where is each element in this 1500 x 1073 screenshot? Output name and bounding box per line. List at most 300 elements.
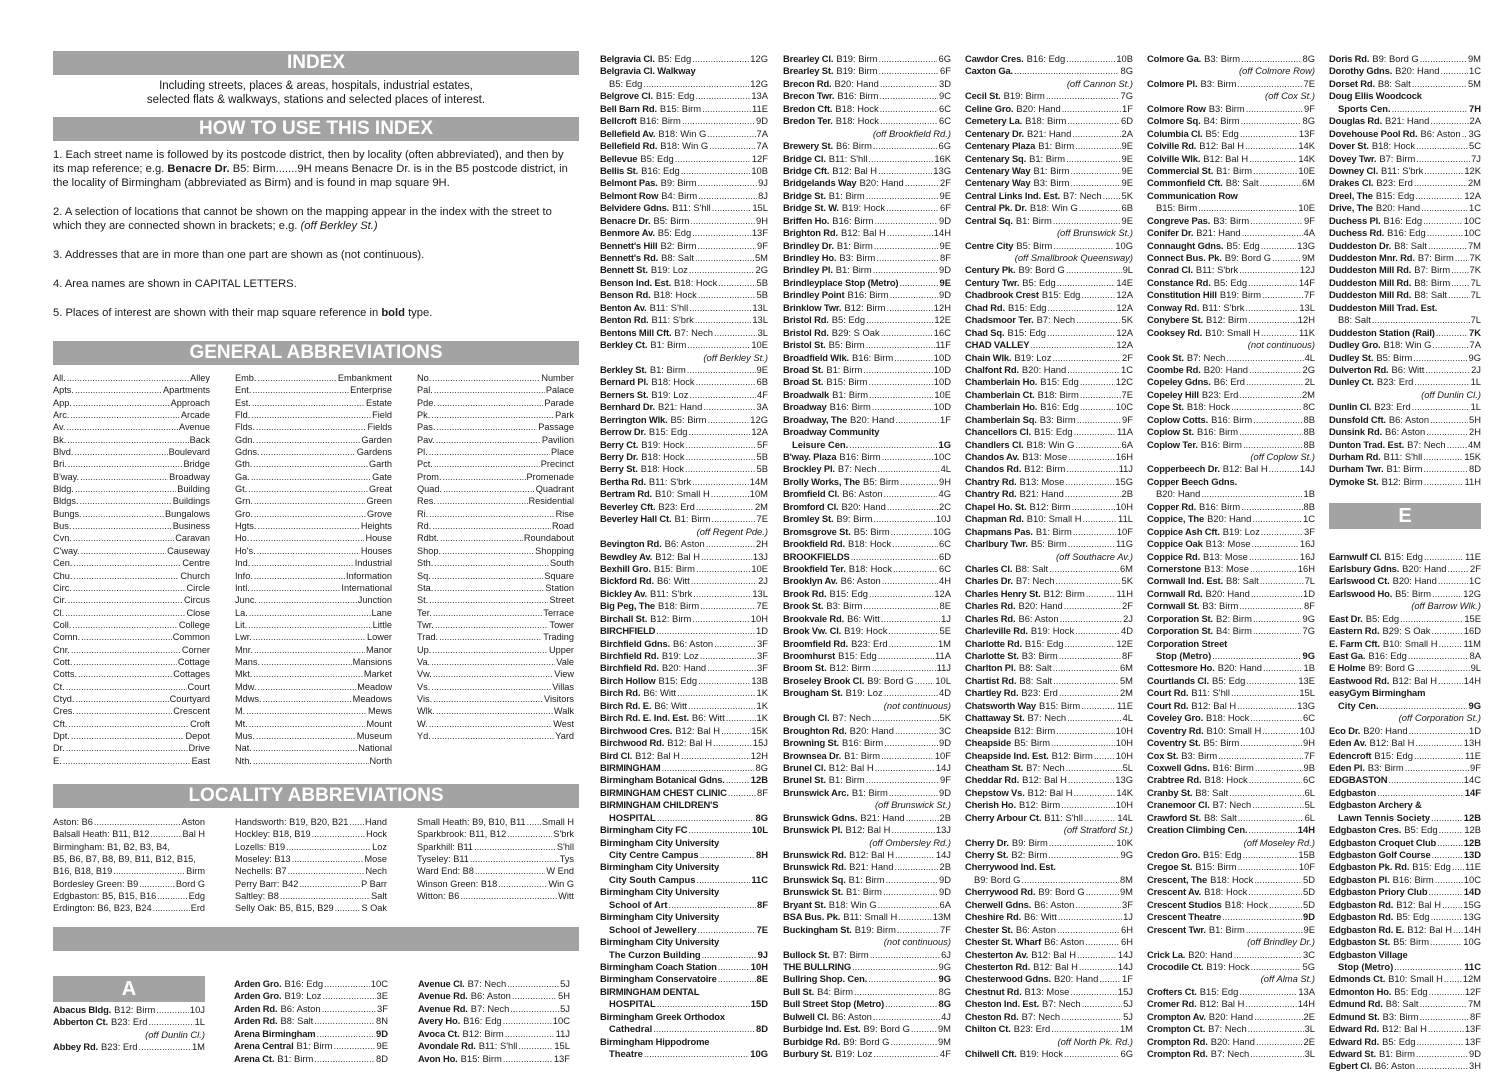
map-ref: 15K — [751, 724, 768, 736]
leader-dots — [498, 878, 547, 890]
street-entry — [783, 240, 951, 252]
street-entry — [600, 750, 768, 762]
leader-dots — [688, 700, 755, 712]
entry-name: Bredon Cft. — [783, 102, 833, 114]
street-entry — [1147, 165, 1315, 177]
map-ref: 13A — [751, 90, 768, 102]
leader-dots — [150, 828, 181, 840]
map-ref: 6C — [939, 562, 951, 574]
leader-dots — [1462, 128, 1468, 140]
leader-dots — [887, 501, 938, 513]
entry-name: Central Pk. Dr. — [965, 202, 1027, 214]
place-of-interest-entry — [1147, 911, 1315, 923]
map-ref: 13G — [1297, 699, 1315, 711]
entry-name: Bentons Mill Cft. — [600, 326, 672, 338]
entry-locality: B23: Erd — [1376, 376, 1414, 388]
leader-dots — [322, 990, 375, 1002]
abbr-short: Cres. — [53, 706, 75, 717]
entry-locality: B7: Nech — [1212, 799, 1252, 811]
entry-name: Charles Henry St. — [965, 587, 1041, 599]
leader-dots — [1049, 563, 1119, 575]
map-ref: 9E — [1303, 923, 1315, 935]
map-ref: 1M — [937, 637, 951, 649]
leader-dots — [869, 389, 933, 401]
leader-dots — [527, 816, 541, 828]
abbr-full: Houses — [360, 545, 392, 556]
entry-note: (off North Pk. Rd.) — [1057, 1035, 1133, 1047]
entry-locality: B2: Birm — [1011, 849, 1048, 860]
map-ref: 11G — [1115, 538, 1133, 550]
leader-dots — [873, 1048, 939, 1060]
entry-locality: B6: Aston — [280, 1002, 321, 1014]
map-ref: 9E — [1121, 140, 1133, 152]
entry-name: Briffen Ho. — [783, 214, 830, 226]
leader-dots — [894, 352, 933, 364]
leader-dots — [1245, 998, 1296, 1010]
entry-name: Brookvale Rd. — [783, 612, 845, 624]
street-entry — [965, 899, 1133, 911]
abbr-full: Shopping — [535, 545, 574, 556]
map-ref: 1D — [1469, 724, 1481, 736]
leader-dots — [695, 252, 754, 264]
leader-dots — [1414, 750, 1464, 762]
abbr-full: Close — [186, 607, 210, 618]
entry-name: Bickford Rd. — [600, 575, 654, 587]
leader-dots — [1239, 986, 1297, 998]
entry-name: Commonfield Cft. — [1147, 177, 1223, 189]
leader-dots — [869, 588, 933, 600]
leader-dots — [703, 401, 755, 413]
abbr-short: W. — [417, 718, 428, 729]
street-entry — [965, 861, 1133, 873]
entry-locality: B6: Aston — [831, 1010, 872, 1022]
street-entry — [1329, 650, 1481, 662]
leader-dots — [1250, 712, 1302, 724]
abbr-short: Bk. — [53, 434, 67, 445]
entry-name: Central Sq. — [965, 214, 1013, 226]
entry-locality: B20: Hand — [1402, 562, 1447, 574]
leader-dots — [470, 853, 559, 865]
leader-dots — [1260, 177, 1301, 189]
leader-dots — [1256, 1036, 1303, 1048]
entry-name: Brougham St. — [783, 687, 843, 699]
entry-locality: B19: Birm — [836, 65, 878, 77]
entry-locality: B5: Birm — [653, 214, 690, 226]
abbr-row — [53, 384, 210, 396]
entry-name: Cherrywood Ind. Est. — [965, 861, 1056, 873]
street-entry — [1147, 575, 1315, 587]
entry-locality: B9: Bord G — [1038, 886, 1085, 898]
map-ref: 8D — [756, 1023, 768, 1035]
leader-dots — [1094, 750, 1115, 762]
leader-dots — [253, 668, 363, 680]
abbr-full: Meadows — [352, 693, 392, 704]
leader-dots — [894, 861, 938, 873]
leader-dots — [1436, 327, 1468, 339]
entry-name: Century Twr. — [965, 276, 1020, 288]
map-ref: 9L — [1470, 662, 1481, 674]
street-entry — [1329, 563, 1481, 575]
entry-text: School of Art — [609, 898, 668, 910]
map-ref: 5K — [1121, 314, 1133, 326]
map-ref: 12B — [750, 774, 768, 786]
entry-name: Brunswick Rd. — [783, 861, 847, 873]
entry-name: Edgbaston Rd. — [1329, 911, 1394, 923]
entry-locality: B6: Aston — [1044, 936, 1085, 948]
map-ref: 15L — [1299, 687, 1315, 699]
map-ref: 15L — [752, 202, 768, 214]
leader-dots — [435, 619, 549, 631]
entry-locality: B23: Erd — [1013, 1023, 1051, 1035]
street-entry — [965, 625, 1133, 637]
abbr-row — [235, 570, 392, 582]
entry-name: Chadsmoor Ter. — [965, 314, 1034, 326]
leader-dots — [1070, 986, 1117, 998]
leader-dots — [1070, 177, 1120, 189]
locality-abbr: S'brk — [553, 829, 574, 840]
entry-name: Charles Rd. — [965, 612, 1016, 624]
street-entry — [783, 302, 951, 314]
entry-continuation — [1329, 103, 1481, 115]
leader-dots — [288, 865, 365, 877]
leader-dots — [692, 476, 749, 488]
entry-name: Edward St. — [1329, 1048, 1376, 1059]
leader-dots — [898, 911, 931, 923]
abbr-full: Tower — [549, 619, 574, 630]
leader-dots — [868, 153, 933, 165]
leader-dots — [518, 1040, 553, 1052]
map-ref: 15G — [1463, 898, 1481, 910]
abbr-short: Blvd. — [53, 447, 74, 458]
entry-locality: B16: Birm — [1200, 438, 1242, 450]
map-ref: 2J — [1471, 363, 1481, 375]
leader-dots — [1099, 973, 1121, 985]
locality-name: Selly Oak: B5, B15, B29 — [235, 903, 334, 914]
index-column-d-e — [1329, 53, 1481, 1073]
map-ref: 12A — [1464, 189, 1481, 201]
street-entry — [53, 1016, 205, 1028]
abbr-row — [417, 594, 574, 606]
street-entry — [1147, 924, 1315, 936]
leader-dots — [322, 1003, 376, 1015]
index-column-co — [1147, 53, 1315, 1060]
leader-dots — [1260, 575, 1304, 587]
street-entry — [965, 687, 1133, 699]
leader-dots — [695, 90, 750, 102]
street-entry — [600, 90, 768, 102]
abbr-short: Yd. — [417, 730, 431, 741]
map-ref: 16D — [1463, 625, 1481, 637]
street-entry — [965, 812, 1133, 824]
abbr-row — [53, 545, 210, 557]
entry-name: Dunlin Cl. — [1329, 401, 1372, 413]
map-ref: 14H — [1463, 923, 1481, 935]
entry-note: (off Coplow St.) — [1250, 451, 1315, 462]
abbr-row — [417, 495, 574, 507]
entry-locality: B12: Bal H — [1369, 737, 1415, 749]
map-ref: 5J — [560, 1002, 570, 1014]
entry-locality: B4: Birm — [1203, 115, 1240, 127]
leader-dots — [906, 812, 939, 824]
street-entry — [600, 911, 768, 923]
leader-dots — [512, 990, 557, 1002]
street-entry — [965, 202, 1133, 214]
map-ref: 14C — [1463, 774, 1481, 786]
map-ref: 9G — [938, 960, 951, 972]
leader-dots — [157, 890, 187, 902]
entry-locality: B21: Hand — [1027, 127, 1072, 139]
entry-locality: B1: Birm — [851, 786, 888, 798]
entry-name: Cranemoor Cl. — [1147, 799, 1210, 811]
entry-locality: B20: Hand — [1363, 724, 1408, 736]
entry-name: Bristol Rd. — [783, 326, 829, 338]
entry-name: Bernard Pl. — [600, 376, 649, 388]
street-entry — [965, 613, 1133, 625]
abbr-full: Yard — [555, 730, 574, 741]
entry-name: Brough Cl. — [783, 712, 830, 724]
entry-locality: B3: Birm — [839, 252, 876, 263]
map-ref: 13G — [1115, 774, 1133, 786]
street-entry — [600, 463, 768, 475]
map-ref: 5D — [1303, 898, 1315, 910]
abbr-row — [235, 681, 392, 693]
entry-locality: B18: Hock — [651, 376, 695, 388]
map-ref: 12E — [934, 314, 951, 326]
abbr-row — [235, 668, 392, 680]
entry-locality: B12: Birm — [1018, 799, 1061, 811]
leader-dots — [1201, 488, 1302, 500]
entry-name: Court Rd. — [1147, 687, 1189, 699]
map-ref: 3A — [756, 401, 768, 413]
abbr-full: Park — [555, 410, 574, 421]
leader-dots — [1392, 103, 1468, 115]
entry-name: Bickley Av. — [600, 587, 647, 599]
leader-dots — [1427, 227, 1463, 239]
index-column-br — [783, 53, 951, 1060]
leader-dots — [1064, 600, 1121, 612]
street-entry — [600, 339, 768, 351]
entry-locality: B15: Edg — [648, 426, 688, 438]
leader-dots — [895, 414, 939, 426]
map-ref: 4L — [1122, 712, 1133, 724]
locality-abbr: Witt — [558, 891, 574, 902]
entry-name: Birmingham City University — [600, 836, 720, 848]
street-entry — [600, 376, 768, 388]
entry-locality: B5: Birm — [1030, 538, 1067, 550]
map-ref: 10M — [749, 488, 768, 500]
entry-locality: B5: Edg — [1396, 911, 1430, 923]
leader-dots — [1263, 662, 1303, 674]
leader-dots — [1072, 128, 1120, 140]
place-of-interest-entry — [783, 998, 951, 1010]
leader-dots — [1049, 837, 1116, 849]
entry-name: Edgbaston St. — [1329, 936, 1391, 948]
entry-locality: B18: Hock — [674, 276, 718, 288]
street-entry — [53, 1004, 205, 1016]
entry-name: Copeley Gdns. — [1147, 376, 1211, 388]
instructions — [53, 148, 575, 335]
entry-name: Benmore Av. — [600, 227, 655, 239]
leader-dots — [874, 240, 939, 252]
map-ref: 9G — [1302, 612, 1315, 624]
street-entry — [1147, 799, 1315, 811]
locality-abbr: Loz — [372, 841, 387, 852]
leader-dots — [71, 730, 185, 742]
leader-dots — [503, 1053, 553, 1065]
entry-name: Chapmans Pas. — [965, 525, 1033, 537]
leader-dots — [1435, 874, 1463, 886]
map-ref: 12G — [750, 77, 768, 89]
leader-dots — [316, 1028, 375, 1040]
street-entry — [600, 364, 768, 376]
entry-name: Edmund Rd. — [1329, 998, 1383, 1010]
entry-text: Sports Cen. — [1338, 102, 1391, 114]
entry-locality: B15: Edg — [829, 587, 869, 599]
map-ref: 9E — [1121, 164, 1133, 176]
entry-locality: B9: Birm — [836, 513, 873, 525]
leader-dots — [1239, 264, 1299, 276]
abbr-short: Nat. — [235, 743, 252, 754]
entry-locality: B7: Birm — [1379, 152, 1416, 164]
entry-locality: B6: Aston — [1420, 127, 1461, 139]
leader-dots — [1431, 911, 1463, 923]
leader-dots — [257, 545, 360, 557]
abbr-row — [417, 607, 574, 619]
entry-locality: B20: Hand — [1207, 513, 1252, 525]
entry-name: Doris Rd. — [1329, 53, 1370, 64]
map-ref: 3F — [1304, 525, 1315, 537]
map-ref: 14H — [1297, 998, 1315, 1010]
map-ref: 8B — [1303, 500, 1315, 512]
street-entry — [783, 787, 951, 799]
street-entry — [965, 501, 1133, 513]
map-ref: 10G — [1463, 936, 1481, 948]
leader-dots — [251, 557, 353, 569]
map-ref: 13G — [933, 164, 951, 176]
street-entry — [600, 252, 768, 264]
street-entry — [783, 526, 951, 538]
street-entry — [1329, 874, 1481, 886]
abbr-row — [53, 693, 210, 705]
entry-name: Edgbaston Village — [1329, 948, 1408, 960]
street-entry — [418, 990, 570, 1002]
abbr-short: Gth. — [235, 459, 253, 470]
entry-name: Bellefield Av. — [600, 127, 656, 139]
street-entry — [1147, 625, 1315, 637]
leader-dots — [153, 902, 190, 914]
abbr-full: Causeway — [167, 545, 210, 556]
leader-dots — [1103, 190, 1121, 202]
map-ref: 2M — [754, 500, 768, 512]
street-entry — [965, 911, 1133, 923]
abbr-row — [53, 631, 210, 643]
abbr-row — [53, 421, 210, 433]
entry-locality: B16: Birm — [1196, 426, 1239, 438]
map-ref: 2B — [1121, 488, 1133, 500]
entry-locality: B12: Birm — [650, 612, 692, 624]
leader-dots — [693, 588, 751, 600]
map-ref: 1K — [756, 687, 768, 699]
locality-column — [235, 816, 387, 915]
entry-name: Birmingham Conservatoire — [600, 973, 717, 985]
abbr-row — [53, 446, 210, 458]
map-ref: 8G — [938, 985, 951, 997]
entry-name: Bristol Rd. — [783, 314, 829, 326]
map-ref: 8B — [1303, 413, 1315, 425]
leader-dots — [68, 458, 183, 470]
abbr-full: Upper — [548, 644, 574, 655]
leader-dots — [67, 434, 188, 446]
leader-dots — [299, 878, 360, 890]
entry-locality: B15: Birm — [460, 1052, 502, 1064]
entry-locality: B1: Birm — [650, 339, 687, 351]
map-ref: 3G — [1468, 127, 1481, 139]
leader-dots — [1065, 488, 1121, 500]
leader-dots — [68, 718, 189, 730]
entry-locality: B7: Nech — [1026, 761, 1065, 773]
leader-dots — [893, 563, 938, 575]
entry-locality: B16: Edg — [1026, 53, 1066, 64]
entry-name: Avoca Ct. — [418, 1027, 460, 1039]
abbr-row — [417, 421, 574, 433]
entry-name: Cheapside — [965, 737, 1012, 749]
entry-locality: B5: Birm — [828, 339, 865, 351]
leader-dots — [872, 712, 939, 724]
abbr-full: West — [553, 718, 574, 729]
map-ref: 9M — [1301, 252, 1315, 263]
abbr-row — [417, 372, 574, 384]
abbr-short: Mdw. — [235, 681, 257, 692]
leader-dots — [1452, 861, 1464, 873]
leader-dots — [698, 675, 750, 687]
leader-dots — [875, 762, 935, 774]
leader-dots — [869, 376, 933, 388]
leader-dots — [712, 202, 752, 214]
leader-dots — [696, 563, 750, 575]
leader-dots — [873, 264, 938, 276]
map-ref: 5H — [558, 990, 570, 1002]
abbr-full: Precinct — [540, 459, 574, 470]
map-ref: 13L — [752, 314, 768, 326]
abbr-full: Industrial — [354, 558, 392, 569]
abbr-full: Pavilion — [541, 434, 574, 445]
leader-dots — [872, 662, 936, 674]
map-ref: 2M — [1119, 687, 1133, 699]
street-entry — [1329, 215, 1481, 227]
leader-dots — [505, 1028, 555, 1040]
abbr-row — [235, 619, 392, 631]
leader-dots — [897, 924, 939, 936]
leader-dots — [696, 376, 756, 388]
entry-locality: B15: Edg — [1375, 189, 1415, 201]
entry-name: Copeley Hill — [1147, 388, 1199, 400]
abbr-short: Gt. — [235, 484, 248, 495]
street-entry — [1329, 575, 1481, 587]
map-ref: 12A — [751, 426, 768, 438]
abbr-short: Ct. — [53, 681, 65, 692]
street-entry — [783, 202, 951, 214]
street-entry — [965, 215, 1133, 227]
map-ref: 1D — [1303, 587, 1315, 599]
entry-locality: B12: Bal H — [840, 227, 886, 239]
entry-continuation — [1329, 700, 1481, 712]
entry-locality: B8: Salt — [1377, 77, 1411, 89]
abbr-short: Nth. — [235, 755, 252, 766]
place-of-interest-entry — [1329, 849, 1481, 861]
entry-locality: B12: Bal H — [655, 550, 701, 562]
street-entry — [965, 1048, 1133, 1060]
street-entry — [1147, 1048, 1315, 1060]
